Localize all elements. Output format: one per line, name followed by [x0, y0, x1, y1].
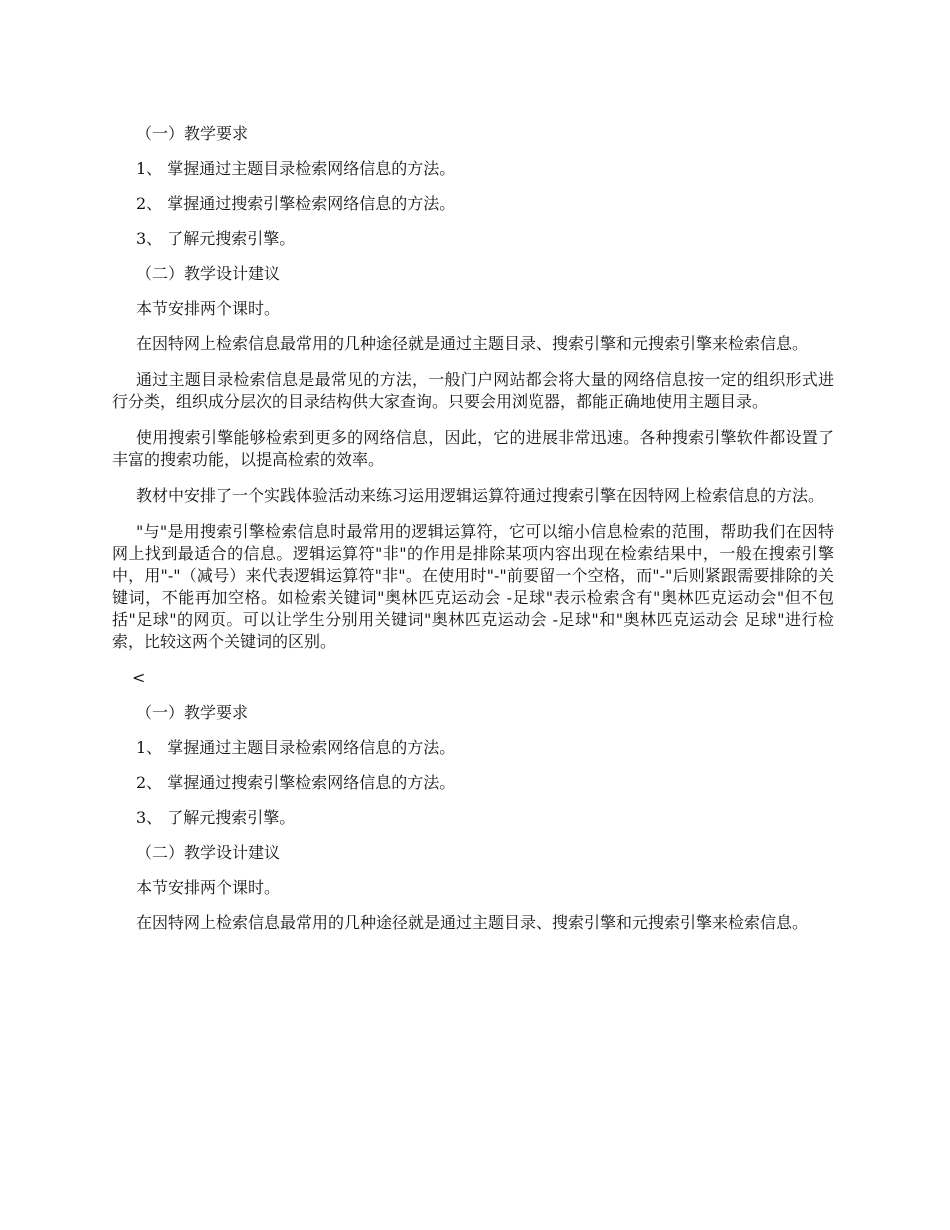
- section-heading-design-suggestions-repeat: （二）教学设计建议: [136, 843, 281, 862]
- paragraph-practice-activity: 教材中安排了一个实践体验活动来练习运用逻辑运算符通过搜索引擎在因特网上检索信息的方法。: [136, 486, 825, 505]
- section-heading-teaching-requirements-repeat: （一）教学要求: [136, 703, 249, 722]
- list-item-requirement-2-repeat: 2、 掌握通过搜索引擎检索网络信息的方法。: [136, 773, 456, 792]
- stray-marker: <: [132, 668, 146, 687]
- paragraph-search-methods: 在因特网上检索信息最常用的几种途径就是通过主题目录、搜索引擎和元搜索引擎来检索信息。: [136, 334, 809, 353]
- paragraph-class-hours: 本节安排两个课时。: [136, 299, 281, 318]
- document-page: [112, 123, 834, 948]
- paragraph-search-engine: 使用搜索引擎能够检索到更多的网络信息，因此，它的进展非常迅速。各种搜索引擎软件都设置了丰富的搜索功能，以提高检索的效率。: [112, 428, 834, 469]
- list-item-requirement-1-repeat: 1、 掌握通过主题目录检索网络信息的方法。: [136, 738, 456, 757]
- paragraph-logic-operators: "与"是用搜索引擎检索信息时最常用的逻辑运算符，它可以缩小信息检索的范围，帮助我们在因特网上找到最适合的信息。逻辑运算符"非"的作用是排除某项内容出现在检索结果中，一般在搜索引擎中，用"-"（减号）来代表逻辑运算符"非"。在使用时"-"前要留一个空格，而"-"后则紧跟需要排除的关键词，不能再加空格。如检索关键词"奥林匹克运动会 -足球"表示检索含有"奥林匹克运动会"但不包括"足球"的网页。可以让学生分别用关键词"奥林匹克运动会 -足球"和"奥林匹克运动会 足球"进行检索，比较这两个关键词的区别。: [112, 522, 834, 651]
- paragraph-class-hours-repeat: 本节安排两个课时。: [136, 878, 281, 897]
- list-item-requirement-3: 3、 了解元搜索引擎。: [136, 229, 296, 248]
- section-heading-teaching-requirements: （一）教学要求: [136, 124, 249, 143]
- paragraph-topic-directory: 通过主题目录检索信息是最常见的方法，一般门户网站都会将大量的网络信息按一定的组织形式进行分类，组织成分层次的目录结构供大家查询。只要会用浏览器，都能正确地使用主题目录。: [112, 370, 834, 411]
- list-item-requirement-3-repeat: 3、 了解元搜索引擎。: [136, 808, 296, 827]
- section-heading-design-suggestions: （二）教学设计建议: [136, 264, 281, 283]
- paragraph-search-methods-repeat: 在因特网上检索信息最常用的几种途径就是通过主题目录、搜索引擎和元搜索引擎来检索信息。: [136, 913, 809, 932]
- list-item-requirement-1: 1、 掌握通过主题目录检索网络信息的方法。: [136, 159, 456, 178]
- list-item-requirement-2: 2、 掌握通过搜索引擎检索网络信息的方法。: [136, 194, 456, 213]
